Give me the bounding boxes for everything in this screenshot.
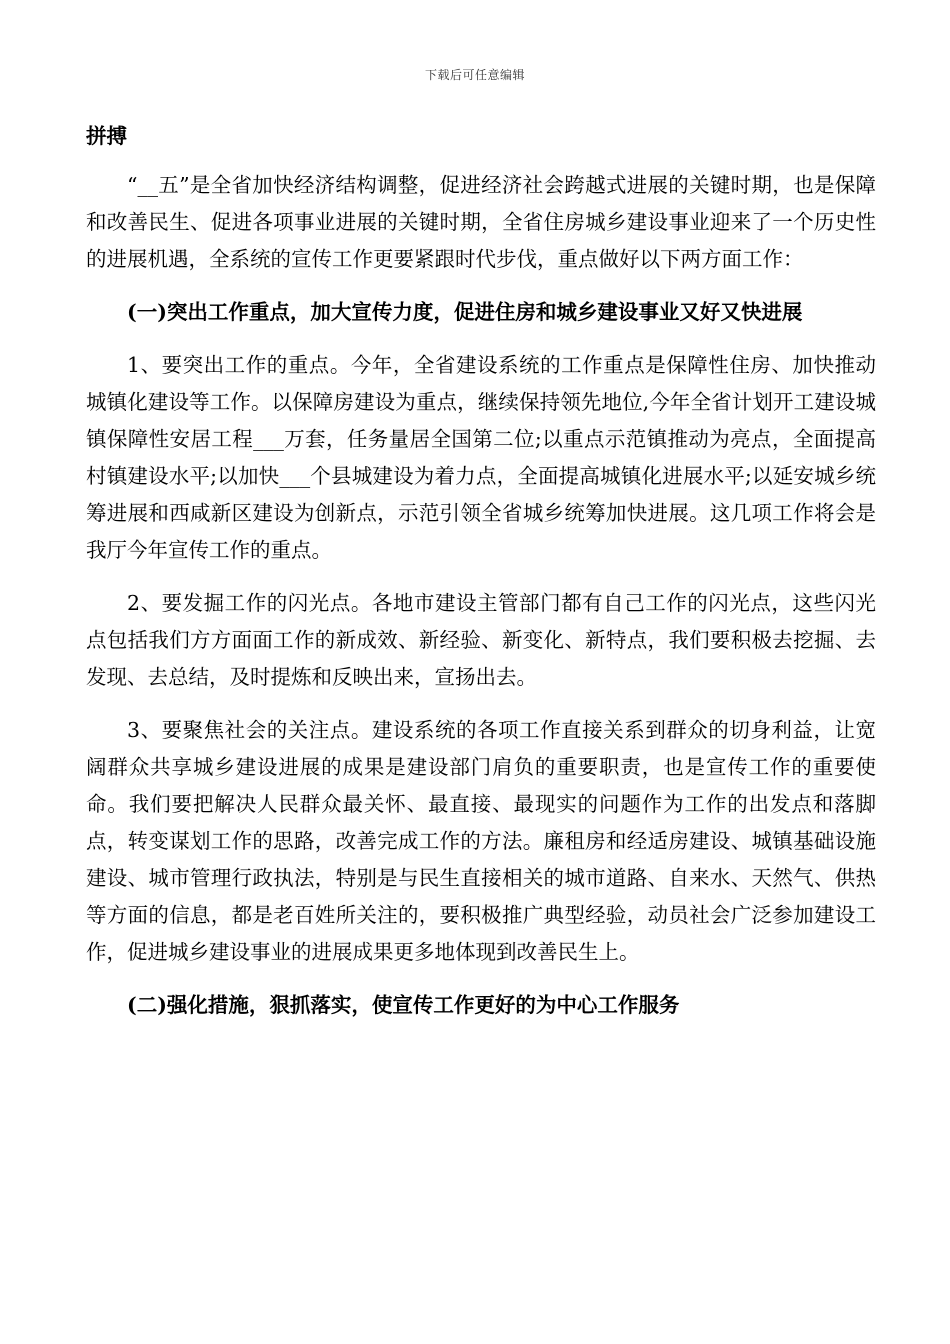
document-title: 拼搏 <box>86 124 127 148</box>
paragraph-item-1: 1、要突出工作的重点。今年，全省建设系统的工作重点是保障性住房、加快推动城镇化建设等工作。以保障房建设为重点，继续保持领先地位,今年全省计划开工建设城镇保障性安居工程___万套，任务量居全国第二位;以重点示范镇推动为亮点，全面提高村镇建设水平;以加快___个县城建设为着力点，全面提高城镇化进展水平;以延安城乡统筹进展和西咸新区建设为创新点，示范引领全省城乡统筹加快进展。这几项工作将会是我厅今年宣传工作的重点。 <box>86 353 876 562</box>
section-heading-2: (二)强化措施，狠抓落实，使宣传工作更好的为中心工作服务 <box>127 993 680 1017</box>
paragraph-item-2: 2、要发掘工作的闪光点。各地市建设主管部门都有自己工作的闪光点，这些闪光点包括我们方方面面工作的新成效、新经验、新变化、新特点，我们要积极去挖掘、去发现、去总结，及时提炼和反映出来，宣扬出去。 <box>86 591 876 689</box>
paragraph-item-3: 3、要聚焦社会的关注点。建设系统的各项工作直接关系到群众的切身利益，让宽阔群众共享城乡建设进展的成果是建设部门肩负的重要职责，也是宣传工作的重要使命。我们要把解决人民群众最关怀、最直接、最现实的问题作为工作的出发点和落脚点，转变谋划工作的思路，改善完成工作的方法。廉租房和经适房建设、城镇基础设施建设、城市管理行政执法，特别是与民生直接相关的城市道路、自来水、天然气、供热等方面的信息，都是老百姓所关注的，要积极推广典型经验，动员社会广泛参加建设工作，促进城乡建设事业的进展成果更多地体现到改善民生上。 <box>86 718 876 964</box>
page-header: 下载后可任意编辑 <box>424 68 525 82</box>
document-body <box>86 118 876 1040</box>
section-heading-1: (一)突出工作重点，加大宣传力度，促进住房和城乡建设事业又好又快进展 <box>127 300 803 324</box>
intro-paragraph: “__五”是全省加快经济结构调整，促进经济社会跨越式进展的关键时期，也是保障和改善民生、促进各项事业进展的关键时期，全省住房城乡建设事业迎来了一个历史性的进展机遇，全系统的宣传工作更要紧跟时代步伐，重点做好以下两方面工作： <box>86 173 876 271</box>
